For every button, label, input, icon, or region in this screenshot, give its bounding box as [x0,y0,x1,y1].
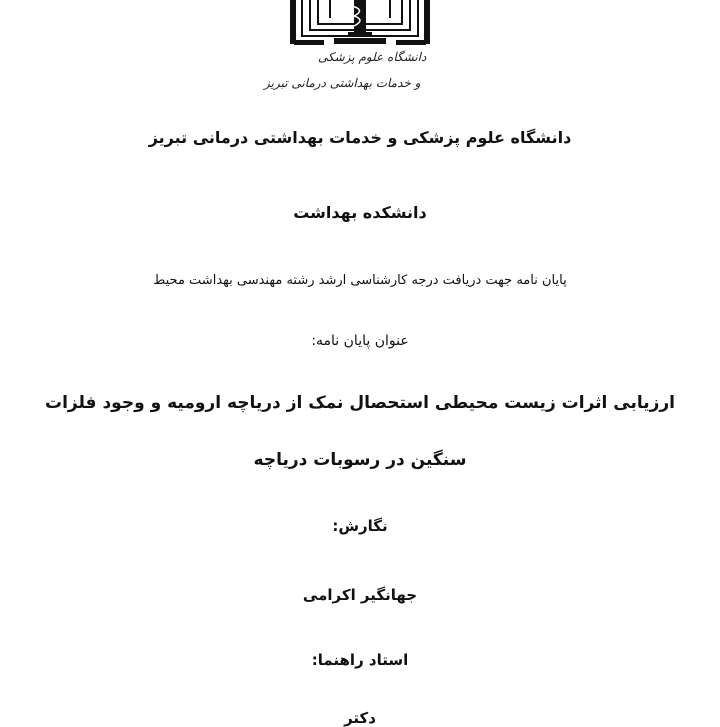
logo-text-line2: و خدمات بهداشتی درمانی تبریز [264,76,421,90]
logo-text-line1: دانشگاه علوم پزشکی [318,50,427,64]
university-name: دانشگاه علوم پزشکی و خدمات بهداشتی درمانی تبریز [148,128,572,147]
author-label: نگارش: [332,517,388,535]
author-name: جهانگیر اکرامی [302,586,418,604]
thesis-title-line1: ارزیابی اثرات زیست محیطی استحصال نمک از دریاچه ارومیه و وجود فلزات [44,393,676,413]
faculty-name: دانشکده بهداشت [293,203,427,222]
thesis-title-line2: سنگین در رسوبات دریاچه [253,450,467,470]
degree-statement: پایان نامه جهت دریافت درجه کارشناسی ارشد رشته مهندسی بهداشت محیط [153,273,567,288]
university-emblem-logo [290,0,430,52]
thesis-title-label: عنوان پایان نامه: [311,333,409,349]
supervisor-label: استاد راهنما: [311,651,409,669]
supervisor-name: دکتر [344,709,376,727]
